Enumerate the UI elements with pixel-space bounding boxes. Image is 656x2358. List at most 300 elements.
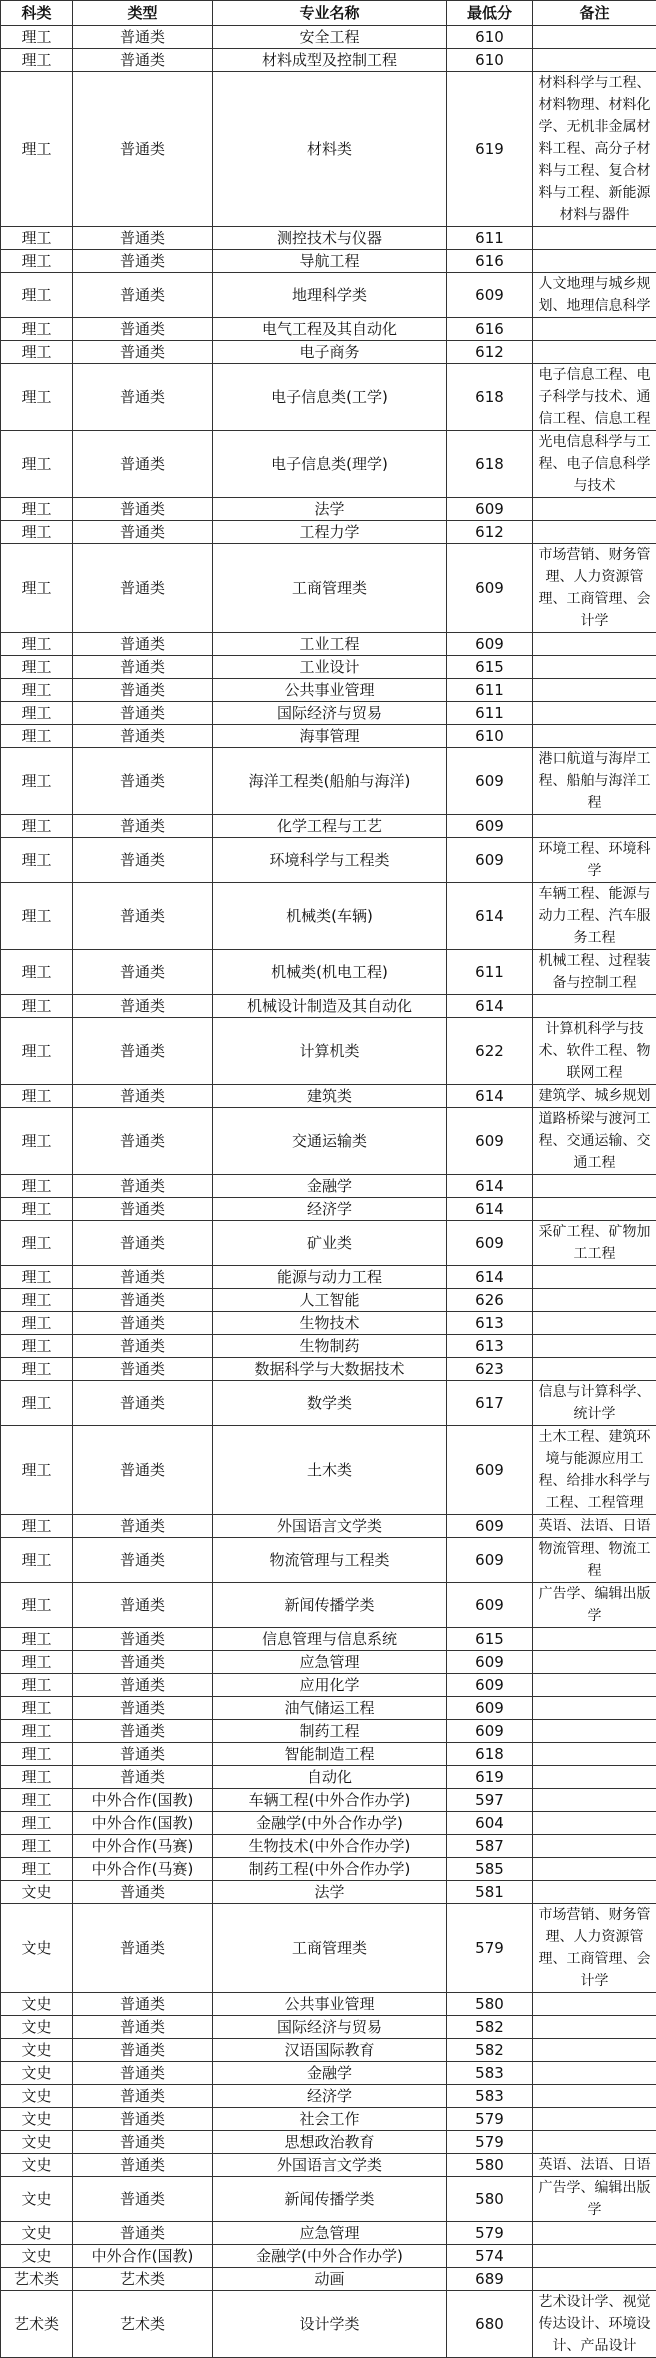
table-row [1, 1881, 656, 1904]
table-row [1, 26, 656, 49]
cell-min-score: 609 [447, 544, 533, 633]
cell-major: 应急管理 [213, 1651, 447, 1674]
cell-category: 文史 [1, 2108, 73, 2131]
table-row [1, 273, 656, 318]
table-row [1, 725, 656, 748]
table-row [1, 1018, 656, 1085]
table-body [1, 26, 656, 2358]
cell-notes: 艺术设计学、视觉传达设计、环境设计、产品设计 [533, 2291, 656, 2358]
cell-notes [533, 2245, 656, 2268]
cell-major: 电子信息类(理学) [213, 431, 447, 498]
table-row [1, 1538, 656, 1583]
table-row [1, 1289, 656, 1312]
table-row [1, 2039, 656, 2062]
cell-type: 普通类 [73, 1993, 213, 2016]
cell-category: 文史 [1, 2062, 73, 2085]
table-row [1, 250, 656, 273]
table-row [1, 1858, 656, 1881]
cell-notes [533, 2222, 656, 2245]
cell-category: 理工 [1, 1108, 73, 1175]
cell-notes [533, 1835, 656, 1858]
cell-notes: 英语、法语、日语 [533, 1515, 656, 1538]
cell-notes: 土木工程、建筑环境与能源应用工程、给排水科学与工程、工程管理 [533, 1426, 656, 1515]
cell-type: 中外合作(国教) [73, 1789, 213, 1812]
cell-notes [533, 1198, 656, 1221]
cell-notes [533, 815, 656, 838]
cell-type: 普通类 [73, 1085, 213, 1108]
cell-type: 普通类 [73, 72, 213, 227]
cell-category: 理工 [1, 1381, 73, 1426]
cell-major: 设计学类 [213, 2291, 447, 2358]
cell-major: 地理科学类 [213, 273, 447, 318]
cell-type: 普通类 [73, 679, 213, 702]
cell-min-score: 609 [447, 1583, 533, 1628]
cell-type: 普通类 [73, 1904, 213, 1993]
cell-min-score: 609 [447, 1426, 533, 1515]
cell-major: 安全工程 [213, 26, 447, 49]
table-row [1, 1381, 656, 1426]
cell-type: 普通类 [73, 364, 213, 431]
table-row [1, 1766, 656, 1789]
cell-notes: 材料科学与工程、材料物理、材料化学、无机非金属材料工程、高分子材料与工程、复合材料与工程、新能源材料与器件 [533, 72, 656, 227]
cell-notes [533, 1697, 656, 1720]
cell-category: 理工 [1, 950, 73, 995]
cell-category: 理工 [1, 1198, 73, 1221]
cell-type: 普通类 [73, 838, 213, 883]
cell-type: 普通类 [73, 431, 213, 498]
cell-major: 矿业类 [213, 1221, 447, 1266]
cell-major: 制药工程 [213, 1720, 447, 1743]
cell-type: 普通类 [73, 1720, 213, 1743]
cell-major: 国际经济与贸易 [213, 2016, 447, 2039]
cell-type: 普通类 [73, 2062, 213, 2085]
cell-type: 普通类 [73, 1266, 213, 1289]
cell-type: 普通类 [73, 521, 213, 544]
table-row [1, 544, 656, 633]
table-row [1, 1835, 656, 1858]
cell-category: 理工 [1, 725, 73, 748]
cell-min-score: 609 [447, 748, 533, 815]
table-row [1, 995, 656, 1018]
cell-min-score: 609 [447, 273, 533, 318]
cell-major: 测控技术与仪器 [213, 227, 447, 250]
cell-major: 人工智能 [213, 1289, 447, 1312]
cell-category: 理工 [1, 544, 73, 633]
cell-category: 理工 [1, 1335, 73, 1358]
cell-notes: 英语、法语、日语 [533, 2154, 656, 2177]
table-row [1, 1904, 656, 1993]
table-row [1, 364, 656, 431]
cell-min-score: 597 [447, 1789, 533, 1812]
cell-major: 生物技术(中外合作办学) [213, 1835, 447, 1858]
cell-notes: 建筑学、城乡规划 [533, 1085, 656, 1108]
cell-min-score: 609 [447, 633, 533, 656]
cell-type: 普通类 [73, 633, 213, 656]
cell-type: 普通类 [73, 498, 213, 521]
cell-category: 文史 [1, 1881, 73, 1904]
cell-major: 电气工程及其自动化 [213, 318, 447, 341]
cell-major: 机械设计制造及其自动化 [213, 995, 447, 1018]
cell-notes [533, 1651, 656, 1674]
cell-min-score: 614 [447, 1266, 533, 1289]
cell-category: 文史 [1, 2177, 73, 2222]
cell-notes [533, 2039, 656, 2062]
cell-notes: 港口航道与海岸工程、船舶与海洋工程 [533, 748, 656, 815]
cell-major: 新闻传播学类 [213, 1583, 447, 1628]
cell-notes [533, 318, 656, 341]
cell-notes [533, 1720, 656, 1743]
table-row [1, 227, 656, 250]
cell-major: 工商管理类 [213, 1904, 447, 1993]
cell-category: 理工 [1, 1312, 73, 1335]
cell-type: 艺术类 [73, 2291, 213, 2358]
cell-min-score: 587 [447, 1835, 533, 1858]
cell-notes [533, 1358, 656, 1381]
cell-category: 理工 [1, 633, 73, 656]
cell-category: 理工 [1, 1266, 73, 1289]
cell-min-score: 582 [447, 2016, 533, 2039]
cell-major: 海洋工程类(船舶与海洋) [213, 748, 447, 815]
cell-category: 理工 [1, 1426, 73, 1515]
cell-min-score: 579 [447, 1904, 533, 1993]
cell-type: 中外合作(马赛) [73, 1858, 213, 1881]
cell-major: 海事管理 [213, 725, 447, 748]
cell-type: 艺术类 [73, 2268, 213, 2291]
cell-notes [533, 1674, 656, 1697]
cell-notes [533, 1628, 656, 1651]
cell-min-score: 615 [447, 656, 533, 679]
cell-type: 普通类 [73, 656, 213, 679]
table-row [1, 1266, 656, 1289]
cell-notes [533, 250, 656, 273]
cell-major: 导航工程 [213, 250, 447, 273]
cell-min-score: 619 [447, 1766, 533, 1789]
table-row [1, 1358, 656, 1381]
cell-major: 数据科学与大数据技术 [213, 1358, 447, 1381]
cell-category: 理工 [1, 815, 73, 838]
cell-category: 理工 [1, 49, 73, 72]
cell-category: 文史 [1, 2222, 73, 2245]
cell-notes [533, 2108, 656, 2131]
header-category: 科类 [1, 1, 73, 26]
cell-category: 理工 [1, 227, 73, 250]
cell-notes [533, 2085, 656, 2108]
cell-major: 化学工程与工艺 [213, 815, 447, 838]
cell-notes: 人文地理与城乡规划、地理信息科学 [533, 273, 656, 318]
cell-min-score: 689 [447, 2268, 533, 2291]
cell-notes [533, 725, 656, 748]
cell-major: 金融学(中外合作办学) [213, 2245, 447, 2268]
table-row [1, 1743, 656, 1766]
table-row [1, 1674, 656, 1697]
cell-min-score: 613 [447, 1312, 533, 1335]
cell-type: 普通类 [73, 1312, 213, 1335]
cell-major: 信息管理与信息系统 [213, 1628, 447, 1651]
cell-notes: 广告学、编辑出版学 [533, 2177, 656, 2222]
cell-category: 理工 [1, 679, 73, 702]
cell-notes [533, 2016, 656, 2039]
cell-major: 智能制造工程 [213, 1743, 447, 1766]
cell-min-score: 580 [447, 2177, 533, 2222]
cell-major: 工业工程 [213, 633, 447, 656]
cell-major: 能源与动力工程 [213, 1266, 447, 1289]
cell-min-score: 622 [447, 1018, 533, 1085]
cell-notes [533, 995, 656, 1018]
table-row [1, 2291, 656, 2358]
cell-min-score: 609 [447, 1221, 533, 1266]
cell-type: 中外合作(国教) [73, 1812, 213, 1835]
cell-notes [533, 1766, 656, 1789]
cell-type: 中外合作(国教) [73, 2245, 213, 2268]
cell-min-score: 604 [447, 1812, 533, 1835]
cell-min-score: 580 [447, 2154, 533, 2177]
cell-min-score: 612 [447, 341, 533, 364]
table-row [1, 1651, 656, 1674]
table-row [1, 1515, 656, 1538]
cell-min-score: 619 [447, 72, 533, 227]
cell-notes: 信息与计算科学、统计学 [533, 1381, 656, 1426]
table-row [1, 633, 656, 656]
cell-min-score: 613 [447, 1335, 533, 1358]
cell-notes [533, 26, 656, 49]
cell-category: 理工 [1, 1743, 73, 1766]
cell-category: 理工 [1, 1221, 73, 1266]
cell-type: 普通类 [73, 2131, 213, 2154]
header-type: 类型 [73, 1, 213, 26]
cell-major: 计算机类 [213, 1018, 447, 1085]
cell-major: 油气储运工程 [213, 1697, 447, 1720]
cell-major: 制药工程(中外合作办学) [213, 1858, 447, 1881]
cell-min-score: 617 [447, 1381, 533, 1426]
cell-notes [533, 633, 656, 656]
cell-min-score: 609 [447, 498, 533, 521]
cell-type: 普通类 [73, 273, 213, 318]
cell-category: 文史 [1, 2131, 73, 2154]
cell-min-score: 611 [447, 227, 533, 250]
cell-min-score: 611 [447, 679, 533, 702]
table-row [1, 883, 656, 950]
cell-major: 法学 [213, 1881, 447, 1904]
cell-category: 文史 [1, 2016, 73, 2039]
cell-min-score: 680 [447, 2291, 533, 2358]
cell-notes [533, 656, 656, 679]
cell-major: 外国语言文学类 [213, 1515, 447, 1538]
cell-major: 经济学 [213, 2085, 447, 2108]
cell-type: 普通类 [73, 2108, 213, 2131]
cell-category: 理工 [1, 883, 73, 950]
cell-type: 普通类 [73, 1018, 213, 1085]
cell-min-score: 580 [447, 1993, 533, 2016]
cell-type: 普通类 [73, 1697, 213, 1720]
cell-type: 普通类 [73, 815, 213, 838]
cell-notes [533, 498, 656, 521]
cell-category: 理工 [1, 1358, 73, 1381]
table-row [1, 1583, 656, 1628]
cell-category: 理工 [1, 341, 73, 364]
cell-min-score: 609 [447, 838, 533, 883]
cell-major: 车辆工程(中外合作办学) [213, 1789, 447, 1812]
header-min-score: 最低分 [447, 1, 533, 26]
header-major: 专业名称 [213, 1, 447, 26]
cell-notes: 机械工程、过程装备与控制工程 [533, 950, 656, 995]
cell-major: 新闻传播学类 [213, 2177, 447, 2222]
cell-notes [533, 1993, 656, 2016]
cell-major: 电子商务 [213, 341, 447, 364]
cell-major: 思想政治教育 [213, 2131, 447, 2154]
table-row [1, 2268, 656, 2291]
cell-min-score: 609 [447, 1674, 533, 1697]
cell-type: 普通类 [73, 1743, 213, 1766]
cell-notes [533, 341, 656, 364]
cell-min-score: 614 [447, 1198, 533, 1221]
cell-category: 理工 [1, 1651, 73, 1674]
cell-min-score: 616 [447, 318, 533, 341]
cell-type: 普通类 [73, 1881, 213, 1904]
cell-notes [533, 1175, 656, 1198]
cell-type: 普通类 [73, 227, 213, 250]
table-row [1, 1175, 656, 1198]
table-row [1, 2177, 656, 2222]
cell-type: 普通类 [73, 2016, 213, 2039]
cell-category: 文史 [1, 1993, 73, 2016]
cell-min-score: 579 [447, 2108, 533, 2131]
cell-min-score: 618 [447, 364, 533, 431]
cell-major: 土木类 [213, 1426, 447, 1515]
cell-major: 数学类 [213, 1381, 447, 1426]
cell-major: 自动化 [213, 1766, 447, 1789]
cell-type: 中外合作(马赛) [73, 1835, 213, 1858]
cell-category: 理工 [1, 1789, 73, 1812]
cell-notes [533, 1266, 656, 1289]
table-row [1, 431, 656, 498]
cell-major: 社会工作 [213, 2108, 447, 2131]
cell-category: 理工 [1, 1515, 73, 1538]
cell-major: 材料类 [213, 72, 447, 227]
cell-type: 普通类 [73, 1651, 213, 1674]
cell-category: 理工 [1, 1175, 73, 1198]
cell-major: 金融学 [213, 1175, 447, 1198]
cell-min-score: 609 [447, 815, 533, 838]
cell-type: 普通类 [73, 1175, 213, 1198]
table-row [1, 1312, 656, 1335]
cell-min-score: 583 [447, 2085, 533, 2108]
cell-notes [533, 1312, 656, 1335]
cell-min-score: 583 [447, 2062, 533, 2085]
cell-notes [533, 49, 656, 72]
table-row [1, 679, 656, 702]
cell-category: 理工 [1, 72, 73, 227]
cell-type: 普通类 [73, 1289, 213, 1312]
cell-min-score: 582 [447, 2039, 533, 2062]
cell-type: 普通类 [73, 318, 213, 341]
table-row [1, 748, 656, 815]
cell-major: 交通运输类 [213, 1108, 447, 1175]
cell-type: 普通类 [73, 2177, 213, 2222]
cell-type: 普通类 [73, 883, 213, 950]
cell-notes [533, 1881, 656, 1904]
cell-notes: 物流管理、物流工程 [533, 1538, 656, 1583]
cell-min-score: 618 [447, 1743, 533, 1766]
cell-type: 普通类 [73, 1381, 213, 1426]
cell-min-score: 581 [447, 1881, 533, 1904]
table-row [1, 950, 656, 995]
table-row [1, 72, 656, 227]
table-row [1, 2062, 656, 2085]
cell-min-score: 585 [447, 1858, 533, 1881]
cell-major: 电子信息类(工学) [213, 364, 447, 431]
cell-type: 普通类 [73, 1108, 213, 1175]
table-row [1, 2108, 656, 2131]
cell-type: 普通类 [73, 1515, 213, 1538]
cell-notes [533, 1858, 656, 1881]
cell-min-score: 626 [447, 1289, 533, 1312]
table-row [1, 1720, 656, 1743]
cell-min-score: 579 [447, 2222, 533, 2245]
cell-major: 生物制药 [213, 1335, 447, 1358]
cell-type: 普通类 [73, 1198, 213, 1221]
cell-notes [533, 2062, 656, 2085]
cell-category: 理工 [1, 702, 73, 725]
cell-min-score: 612 [447, 521, 533, 544]
cell-category: 理工 [1, 1018, 73, 1085]
cell-min-score: 609 [447, 1651, 533, 1674]
cell-type: 普通类 [73, 2085, 213, 2108]
cell-min-score: 611 [447, 702, 533, 725]
cell-category: 理工 [1, 1085, 73, 1108]
cell-major: 环境科学与工程类 [213, 838, 447, 883]
cell-category: 理工 [1, 1858, 73, 1881]
cell-category: 理工 [1, 838, 73, 883]
cell-category: 理工 [1, 1628, 73, 1651]
table-row [1, 1789, 656, 1812]
cell-category: 理工 [1, 1812, 73, 1835]
cell-notes [533, 1789, 656, 1812]
cell-category: 理工 [1, 1720, 73, 1743]
table-row [1, 2154, 656, 2177]
cell-major: 应用化学 [213, 1674, 447, 1697]
table-row [1, 1426, 656, 1515]
table-row [1, 1812, 656, 1835]
cell-category: 理工 [1, 1697, 73, 1720]
cell-category: 艺术类 [1, 2268, 73, 2291]
cell-type: 普通类 [73, 748, 213, 815]
cell-notes: 电子信息工程、电子科学与技术、通信工程、信息工程 [533, 364, 656, 431]
cell-category: 理工 [1, 1289, 73, 1312]
cell-category: 理工 [1, 498, 73, 521]
cell-major: 材料成型及控制工程 [213, 49, 447, 72]
cell-type: 普通类 [73, 1538, 213, 1583]
cell-category: 理工 [1, 1835, 73, 1858]
cell-major: 公共事业管理 [213, 1993, 447, 2016]
table-row [1, 1085, 656, 1108]
table-row [1, 1697, 656, 1720]
cell-notes: 市场营销、财务管理、人力资源管理、工商管理、会计学 [533, 1904, 656, 1993]
cell-notes [533, 1335, 656, 1358]
cell-type: 普通类 [73, 2154, 213, 2177]
cell-category: 理工 [1, 521, 73, 544]
table-row [1, 521, 656, 544]
cell-notes: 计算机科学与技术、软件工程、物联网工程 [533, 1018, 656, 1085]
cell-major: 工商管理类 [213, 544, 447, 633]
cell-major: 应急管理 [213, 2222, 447, 2245]
cell-notes [533, 1812, 656, 1835]
table-row [1, 2131, 656, 2154]
cell-type: 普通类 [73, 995, 213, 1018]
cell-category: 理工 [1, 273, 73, 318]
cell-min-score: 615 [447, 1628, 533, 1651]
cell-major: 工程力学 [213, 521, 447, 544]
cell-type: 普通类 [73, 2039, 213, 2062]
